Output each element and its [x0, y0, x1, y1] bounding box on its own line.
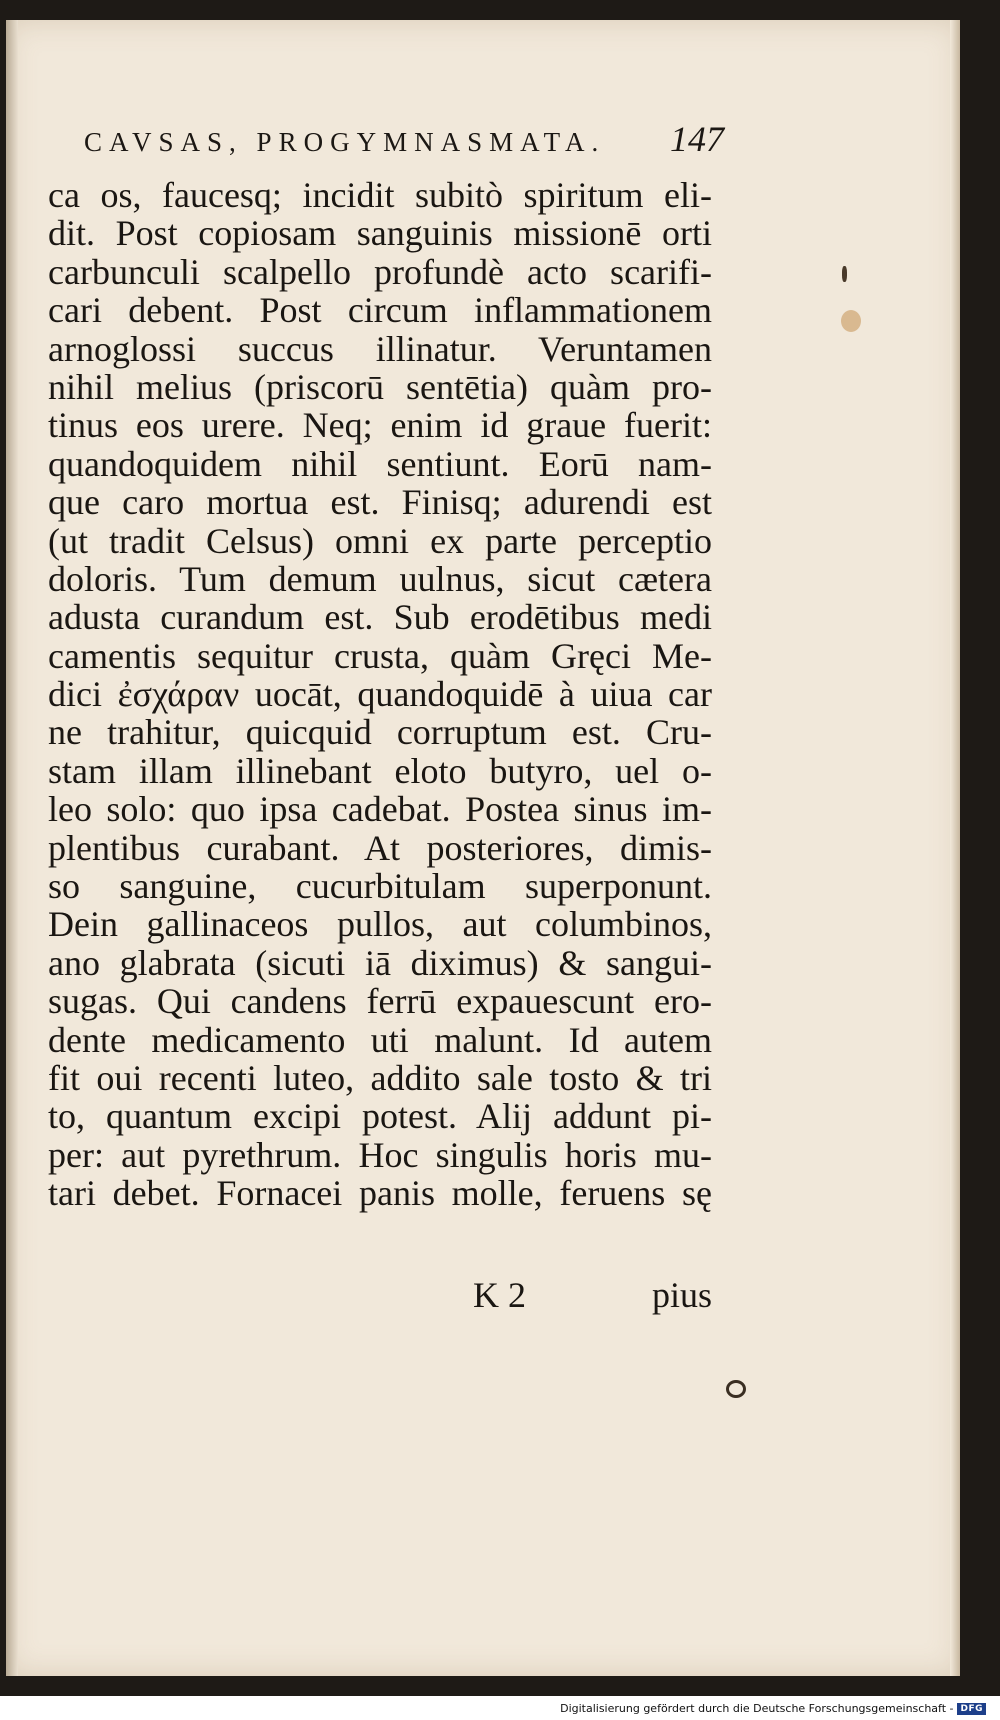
catchword: pius [651, 1275, 712, 1315]
text-line: ne trahitur, quicquid corruptum est. Cru- [48, 712, 712, 753]
text-line: so sanguine, cucurbitulam superponunt. [48, 866, 712, 907]
body-text [48, 176, 712, 1213]
text-line: que caro mortua est. Finisq; adurendi est [48, 482, 712, 523]
text-line: Dein gallinaceos pullos, aut columbinos, [48, 904, 712, 945]
running-head [84, 118, 724, 160]
text-line: quandoquidem nihil sentiunt. Eorū nam- [48, 443, 712, 484]
text-line: arnoglossi succus illinatur. Veruntamen [48, 328, 712, 369]
page-edge-left [6, 20, 18, 1676]
text-line: plentibus curabant. At posteriores, dimis- [48, 827, 712, 868]
signature-mark: K 2 [473, 1275, 526, 1315]
text-line: fit oui recenti luteo, addito sale tosto & tri [48, 1057, 712, 1098]
text-line: leo solo: quo ipsa cadebat. Postea sinus im- [48, 789, 712, 830]
text-line: to, quantum excipi potest. Alij addunt pi- [48, 1096, 712, 1137]
page-edge-right [950, 20, 960, 1676]
stain-spot [841, 310, 861, 332]
text-line: cari debent. Post circum inflammationem [48, 290, 712, 331]
text-line: ca os, faucesq; incidit subitò spiritum eli- [48, 175, 712, 215]
page-number: 147 [670, 119, 724, 159]
text-line: dente medicamento uti malunt. Id autem [48, 1019, 712, 1060]
text-line: adusta curandum est. Sub erodētibus medi [48, 597, 712, 638]
dfg-logo: DFG [957, 1703, 986, 1715]
text-line: (ut tradit Celsus) omni ex parte perceptio [48, 520, 712, 561]
text-line: per: aut pyrethrum. Hoc singulis horis mu- [48, 1134, 712, 1175]
ink-spot [726, 1380, 746, 1398]
book-page [6, 20, 960, 1676]
running-head-title: CAVSAS, PROGYMNASMATA. [84, 127, 606, 157]
text-line: doloris. Tum demum uulnus, sicut cætera [48, 558, 712, 599]
text-line: sugas. Qui candens ferrū expauescunt ero- [48, 981, 712, 1022]
text-line: dici ἐσχάραν uocāt, quandoquidē à uiua car [48, 674, 712, 715]
text-line: dit. Post copiosam sanguinis missionē orti [48, 213, 712, 254]
text-line: stam illam illinebant eloto butyro, uel o- [48, 750, 712, 791]
text-line: camentis sequitur crusta, quàm Gręci Me- [48, 635, 712, 676]
text-line: carbunculi scalpello profundè acto scarifi- [48, 251, 712, 292]
text-line: tinus eos urere. Neq; enim id graue fuerit: [48, 405, 712, 446]
text-line: tari debet. Fornacei panis molle, feruens sę [48, 1173, 712, 1214]
text-line: ano glabrata (sicuti iā diximus) & sangui- [48, 942, 712, 983]
footer-credit-text: Digitalisierung gefördert durch die Deutsche Forschungsgemeinschaft - [560, 1702, 954, 1715]
digitization-footer [560, 1702, 986, 1715]
text-line: nihil melius (priscorū sentētia) quàm pro- [48, 366, 712, 407]
ink-spot [842, 266, 847, 282]
